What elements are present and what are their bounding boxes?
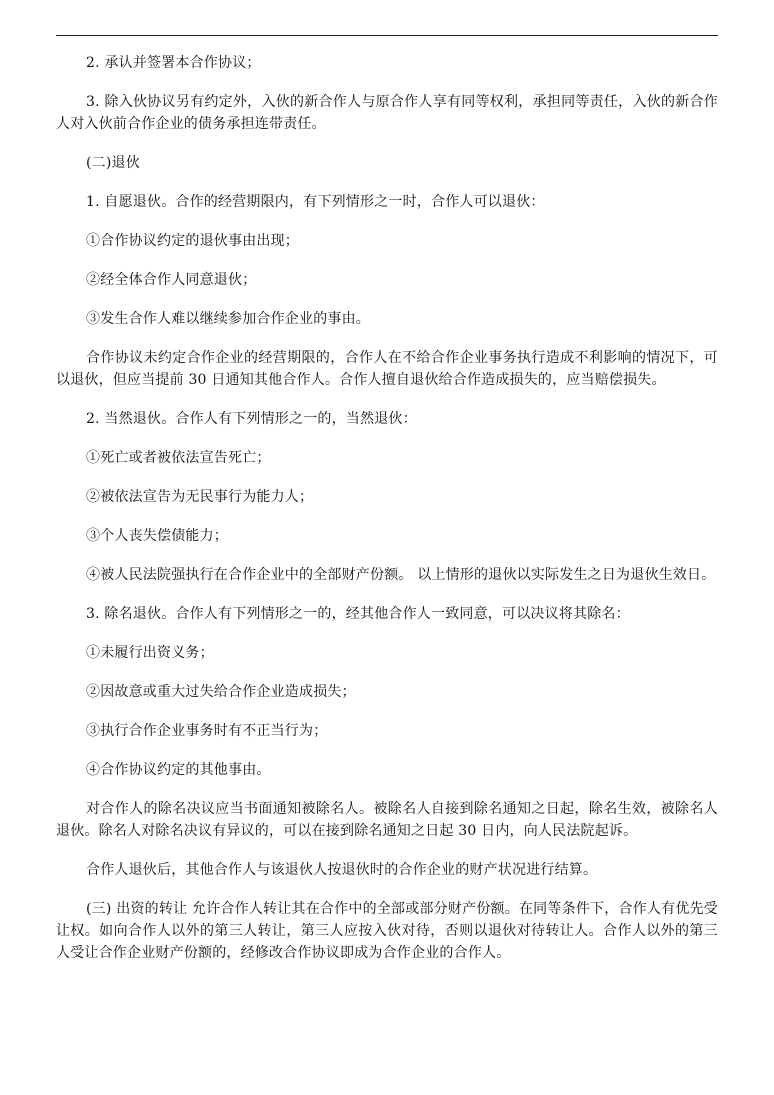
section-paragraph: (三) 出资的转让 允许合作人转让其在合作中的全部或部分财产份额。在同等条件下，合作人有优先受让权。如向合作人以外的第三人转让，第三人应按入伙对待，否则以退伙对待转让人。合作人以外的第三人受让合作企业财产份额的，经修改合作协议即成为合作企业的合作人。 [56,901,718,961]
list-item: ③个人丧失偿债能力； [86,528,228,544]
paragraph: 2. 承认并签署本合作协议； [86,55,261,71]
document-body [56,52,718,981]
list-item: ①死亡或者被依法宣告死亡； [86,450,271,466]
list-item: ②因故意或重大过失给合作企业造成损失； [86,684,356,700]
list-item: ④合作协议约定的其他事由。 [86,762,271,778]
list-item: ④被人民法院强执行在合作企业中的全部财产份额。 以上情形的退伙以实际发生之日为退伙生效日。 [86,567,716,583]
paragraph: 1. 自愿退伙。合作的经营期限内，有下列情形之一时，合作人可以退伙： [86,194,545,210]
paragraph: 3. 除名退伙。合作人有下列情形之一的，经其他合作人一致同意，可以决议将其除名： [86,606,630,622]
list-item: ②被依法宣告为无民事行为能力人； [86,489,314,505]
section-heading: (二)退伙 [86,155,140,171]
list-item: ①未履行出资义务； [86,645,214,661]
list-item: ①合作协议约定的退伙事由出现； [86,233,299,249]
list-item: ②经全体合作人同意退伙； [86,272,257,288]
paragraph: 3. 除入伙协议另有约定外，入伙的新合作人与原合作人享有同等权利，承担同等责任，入伙的新合作人对入伙前合作企业的债务承担连带责任。 [56,94,718,132]
list-item: ③发生合作人难以继续参加合作企业的事由。 [86,311,370,327]
paragraph: 合作人退伙后，其他合作人与该退伙人按退伙时的合作企业的财产状况进行结算。 [86,862,598,878]
paragraph: 合作协议未约定合作企业的经营期限的，合作人在不给合作企业事务执行造成不利影响的情况下，可以退伙，但应当提前 30 日通知其他合作人。合作人擅自退伙给合作造成损失的，应当赔偿损失。 [56,350,718,388]
paragraph: 对合作人的除名决议应当书面通知被除名人。被除名人自接到除名通知之日起，除名生效，被除名人退伙。除名人对除名决议有异议的，可以在接到除名通知之日起 30 日内，向人民法院起诉。 [56,801,718,839]
paragraph: 2. 当然退伙。合作人有下列情形之一的，当然退伙： [86,411,417,427]
list-item: ③执行合作企业事务时有不正当行为； [86,723,328,739]
header-rule [56,35,718,36]
